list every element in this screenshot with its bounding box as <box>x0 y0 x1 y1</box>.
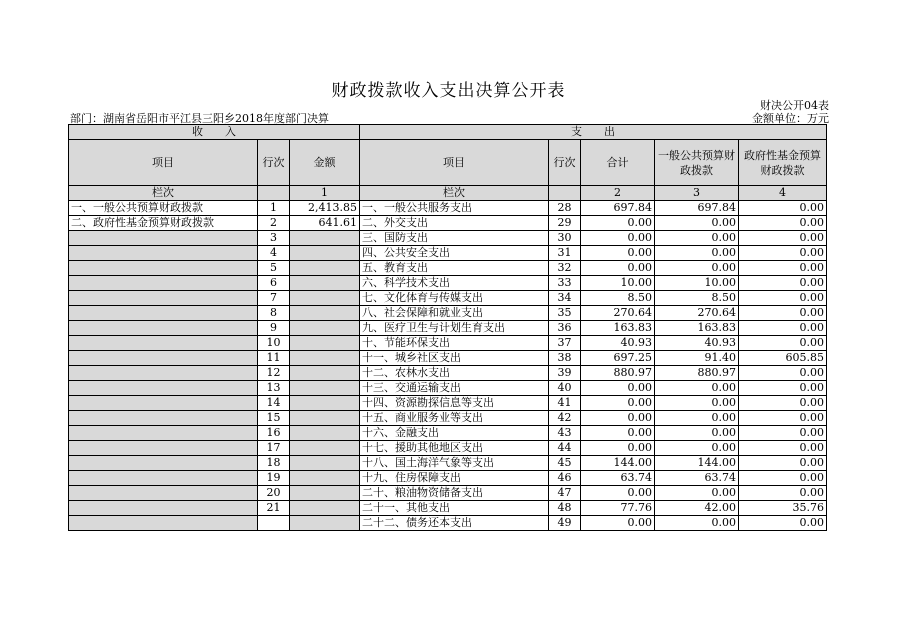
income-row-no-cell: 9 <box>258 321 290 336</box>
expense-item-cell: 三、国防支出 <box>360 231 549 246</box>
expense-row-no-cell: 46 <box>549 471 581 486</box>
income-row-no-cell: 3 <box>258 231 290 246</box>
general-budget-cell: 0.00 <box>655 216 739 231</box>
expense-item-cell: 五、教育支出 <box>360 261 549 276</box>
fund-budget-cell: 605.85 <box>739 351 827 366</box>
table-row <box>69 486 827 501</box>
income-item-cell <box>69 396 258 411</box>
income-row-no-cell: 13 <box>258 381 290 396</box>
income-section-header: 收 入 <box>69 125 360 140</box>
income-amount-cell <box>290 291 360 306</box>
income-row-no-cell: 5 <box>258 261 290 276</box>
income-amount-cell <box>290 456 360 471</box>
income-row-no-cell: 1 <box>258 201 290 216</box>
expense-item-cell: 十三、交通运输支出 <box>360 381 549 396</box>
lanci-amount: 1 <box>290 186 360 201</box>
expense-item-cell: 十八、国土海洋气象等支出 <box>360 456 549 471</box>
income-item-cell: 二、政府性基金预算财政拨款 <box>69 216 258 231</box>
expense-row-no-cell: 48 <box>549 501 581 516</box>
income-amount-cell <box>290 426 360 441</box>
total-cell: 0.00 <box>581 381 655 396</box>
income-row-no-cell: 14 <box>258 396 290 411</box>
fund-budget-cell: 0.00 <box>739 456 827 471</box>
expense-item-cell: 十七、援助其他地区支出 <box>360 441 549 456</box>
income-row-no-cell: 20 <box>258 486 290 501</box>
income-amount-cell: 2,413.85 <box>290 201 360 216</box>
fund-budget-cell: 0.00 <box>739 426 827 441</box>
expense-item-cell: 十六、金融支出 <box>360 426 549 441</box>
table-row <box>69 231 827 246</box>
total-cell: 0.00 <box>581 231 655 246</box>
department-label: 部门：湖南省岳阳市平江县三阳乡2018年度部门决算 <box>70 112 329 125</box>
table-row <box>69 246 827 261</box>
fund-budget-cell: 0.00 <box>739 516 827 531</box>
table-row <box>69 201 827 216</box>
income-amount-cell <box>290 231 360 246</box>
expense-row-no-cell: 42 <box>549 411 581 426</box>
income-item-cell <box>69 426 258 441</box>
expense-row-no-cell: 38 <box>549 351 581 366</box>
total-cell: 0.00 <box>581 216 655 231</box>
income-amount-cell: 641.61 <box>290 216 360 231</box>
lanci-label: 栏次 <box>69 186 258 201</box>
income-amount-cell <box>290 261 360 276</box>
total-cell: 63.74 <box>581 471 655 486</box>
fund-budget-cell: 0.00 <box>739 366 827 381</box>
total-cell: 77.76 <box>581 501 655 516</box>
total-cell: 697.84 <box>581 201 655 216</box>
fund-budget-cell: 0.00 <box>739 246 827 261</box>
general-budget-cell: 880.97 <box>655 366 739 381</box>
table-row <box>69 381 827 396</box>
general-budget-cell: 63.74 <box>655 471 739 486</box>
income-item-cell <box>69 471 258 486</box>
total-cell: 0.00 <box>581 411 655 426</box>
general-budget-cell: 0.00 <box>655 516 739 531</box>
total-header: 合计 <box>581 140 655 186</box>
income-amount-cell <box>290 516 360 531</box>
table-row <box>69 216 827 231</box>
fund-budget-cell: 0.00 <box>739 261 827 276</box>
total-cell: 0.00 <box>581 261 655 276</box>
expense-row-no-header: 行次 <box>549 140 581 186</box>
general-budget-cell: 0.00 <box>655 396 739 411</box>
expense-row-no-cell: 28 <box>549 201 581 216</box>
expense-item-cell: 十二、农林水支出 <box>360 366 549 381</box>
fund-budget-cell: 0.00 <box>739 321 827 336</box>
column-header-row <box>69 140 827 186</box>
lanci-empty <box>258 186 290 201</box>
general-budget-cell: 0.00 <box>655 381 739 396</box>
income-amount-cell <box>290 306 360 321</box>
expense-item-cell: 四、公共安全支出 <box>360 246 549 261</box>
expense-item-cell: 七、文化体育与传媒支出 <box>360 291 549 306</box>
income-amount-cell <box>290 471 360 486</box>
income-row-no-cell: 17 <box>258 441 290 456</box>
general-budget-cell: 0.00 <box>655 486 739 501</box>
general-budget-cell: 0.00 <box>655 426 739 441</box>
lanci-fund: 4 <box>739 186 827 201</box>
income-amount-cell <box>290 381 360 396</box>
general-budget-cell: 0.00 <box>655 261 739 276</box>
expense-row-no-cell: 29 <box>549 216 581 231</box>
income-item-cell <box>69 291 258 306</box>
fund-budget-cell: 0.00 <box>739 216 827 231</box>
income-item-cell <box>69 306 258 321</box>
income-amount-cell <box>290 276 360 291</box>
total-cell: 0.00 <box>581 246 655 261</box>
fund-budget-cell: 0.00 <box>739 411 827 426</box>
fund-budget-cell: 0.00 <box>739 291 827 306</box>
income-item-cell <box>69 501 258 516</box>
general-budget-cell: 91.40 <box>655 351 739 366</box>
income-item-cell <box>69 411 258 426</box>
fund-budget-cell: 35.76 <box>739 501 827 516</box>
general-budget-cell: 8.50 <box>655 291 739 306</box>
expense-row-no-cell: 43 <box>549 426 581 441</box>
income-row-no-cell: 19 <box>258 471 290 486</box>
general-budget-cell: 697.84 <box>655 201 739 216</box>
income-row-no-cell: 10 <box>258 336 290 351</box>
income-row-no-cell: 12 <box>258 366 290 381</box>
budget-table <box>68 124 827 531</box>
general-budget-cell: 163.83 <box>655 321 739 336</box>
income-item-cell <box>69 276 258 291</box>
expense-item-cell: 十、节能环保支出 <box>360 336 549 351</box>
general-budget-cell: 144.00 <box>655 456 739 471</box>
general-budget-cell: 0.00 <box>655 246 739 261</box>
income-row-no-cell: 4 <box>258 246 290 261</box>
general-budget-cell: 270.64 <box>655 306 739 321</box>
expense-row-no-cell: 39 <box>549 366 581 381</box>
income-amount-cell <box>290 396 360 411</box>
expense-row-no-cell: 34 <box>549 291 581 306</box>
fund-budget-cell: 0.00 <box>739 306 827 321</box>
income-item-cell <box>69 366 258 381</box>
total-cell: 0.00 <box>581 426 655 441</box>
expense-row-no-cell: 37 <box>549 336 581 351</box>
expense-row-no-cell: 41 <box>549 396 581 411</box>
expense-row-no-cell: 31 <box>549 246 581 261</box>
lanci-exp-label: 栏次 <box>360 186 549 201</box>
fund-budget-cell: 0.00 <box>739 396 827 411</box>
income-row-no-cell: 8 <box>258 306 290 321</box>
expense-row-no-cell: 45 <box>549 456 581 471</box>
total-cell: 0.00 <box>581 516 655 531</box>
income-item-cell <box>69 246 258 261</box>
income-item-cell <box>69 351 258 366</box>
income-row-no-cell: 16 <box>258 426 290 441</box>
fund-budget-cell: 0.00 <box>739 471 827 486</box>
table-row <box>69 351 827 366</box>
column-number-row <box>69 186 827 201</box>
expense-item-cell: 八、社会保障和就业支出 <box>360 306 549 321</box>
general-budget-cell: 0.00 <box>655 231 739 246</box>
expense-row-no-cell: 40 <box>549 381 581 396</box>
income-row-no-cell <box>258 516 290 531</box>
expense-item-cell: 二十一、其他支出 <box>360 501 549 516</box>
general-budget-cell: 42.00 <box>655 501 739 516</box>
income-item-cell <box>69 231 258 246</box>
general-budget-cell: 10.00 <box>655 276 739 291</box>
page-title: 财政拨款收入支出决算公开表 <box>331 81 566 101</box>
expense-item-header: 项目 <box>360 140 549 186</box>
expense-item-cell: 九、医疗卫生与计划生育支出 <box>360 321 549 336</box>
table-row <box>69 456 827 471</box>
income-amount-cell <box>290 411 360 426</box>
amount-unit-label: 金额单位：万元 <box>752 112 829 125</box>
general-budget-header: 一般公共预算财政拨款 <box>655 140 739 186</box>
table-row <box>69 261 827 276</box>
lanci-exp-empty <box>549 186 581 201</box>
income-item-cell <box>69 321 258 336</box>
income-amount-cell <box>290 366 360 381</box>
expense-row-no-cell: 44 <box>549 441 581 456</box>
general-budget-cell: 40.93 <box>655 336 739 351</box>
expense-row-no-cell: 49 <box>549 516 581 531</box>
lanci-total: 2 <box>581 186 655 201</box>
table-row <box>69 471 827 486</box>
table-row <box>69 411 827 426</box>
section-header-row <box>69 125 827 140</box>
income-item-cell <box>69 381 258 396</box>
fund-budget-cell: 0.00 <box>739 381 827 396</box>
income-item-cell: 一、一般公共预算财政拨款 <box>69 201 258 216</box>
expense-item-cell: 一、一般公共服务支出 <box>360 201 549 216</box>
income-amount-cell <box>290 441 360 456</box>
income-row-no-header: 行次 <box>258 140 290 186</box>
fund-budget-cell: 0.00 <box>739 231 827 246</box>
total-cell: 40.93 <box>581 336 655 351</box>
income-amount-cell <box>290 321 360 336</box>
table-row <box>69 516 827 531</box>
table-row <box>69 276 827 291</box>
total-cell: 8.50 <box>581 291 655 306</box>
table-row <box>69 396 827 411</box>
expense-item-cell: 六、科学技术支出 <box>360 276 549 291</box>
fund-budget-cell: 0.00 <box>739 276 827 291</box>
expense-section-header: 支 出 <box>360 125 827 140</box>
expense-item-cell: 十五、商业服务业等支出 <box>360 411 549 426</box>
income-amount-cell <box>290 486 360 501</box>
table-row <box>69 501 827 516</box>
total-cell: 163.83 <box>581 321 655 336</box>
income-row-no-cell: 7 <box>258 291 290 306</box>
total-cell: 697.25 <box>581 351 655 366</box>
fund-budget-cell: 0.00 <box>739 486 827 501</box>
table-row <box>69 441 827 456</box>
expense-row-no-cell: 32 <box>549 261 581 276</box>
expense-row-no-cell: 30 <box>549 231 581 246</box>
income-item-cell <box>69 336 258 351</box>
table-row <box>69 291 827 306</box>
fund-budget-header: 政府性基金预算财政拨款 <box>739 140 827 186</box>
income-amount-cell <box>290 501 360 516</box>
income-item-cell <box>69 441 258 456</box>
table-row <box>69 426 827 441</box>
total-cell: 880.97 <box>581 366 655 381</box>
income-item-header: 项目 <box>69 140 258 186</box>
expense-item-cell: 十九、住房保障支出 <box>360 471 549 486</box>
expense-item-cell: 十一、城乡社区支出 <box>360 351 549 366</box>
general-budget-cell: 0.00 <box>655 441 739 456</box>
table-row <box>69 366 827 381</box>
table-row <box>69 321 827 336</box>
income-item-cell <box>69 516 258 531</box>
total-cell: 10.00 <box>581 276 655 291</box>
income-item-cell <box>69 261 258 276</box>
table-row <box>69 306 827 321</box>
income-amount-cell <box>290 246 360 261</box>
expense-item-cell: 二、外交支出 <box>360 216 549 231</box>
income-row-no-cell: 2 <box>258 216 290 231</box>
general-budget-cell: 0.00 <box>655 411 739 426</box>
income-amount-header: 金额 <box>290 140 360 186</box>
total-cell: 0.00 <box>581 396 655 411</box>
income-row-no-cell: 18 <box>258 456 290 471</box>
table-row <box>69 336 827 351</box>
expense-row-no-cell: 36 <box>549 321 581 336</box>
income-row-no-cell: 11 <box>258 351 290 366</box>
fund-budget-cell: 0.00 <box>739 441 827 456</box>
total-cell: 0.00 <box>581 441 655 456</box>
expense-item-cell: 二十、粮油物资储备支出 <box>360 486 549 501</box>
expense-row-no-cell: 35 <box>549 306 581 321</box>
expense-row-no-cell: 47 <box>549 486 581 501</box>
form-code: 财决公开04表 <box>760 99 829 112</box>
total-cell: 0.00 <box>581 486 655 501</box>
income-item-cell <box>69 456 258 471</box>
expense-item-cell: 十四、资源勘探信息等支出 <box>360 396 549 411</box>
fund-budget-cell: 0.00 <box>739 201 827 216</box>
income-amount-cell <box>290 351 360 366</box>
expense-row-no-cell: 33 <box>549 276 581 291</box>
income-row-no-cell: 21 <box>258 501 290 516</box>
income-row-no-cell: 6 <box>258 276 290 291</box>
total-cell: 270.64 <box>581 306 655 321</box>
lanci-general: 3 <box>655 186 739 201</box>
income-row-no-cell: 15 <box>258 411 290 426</box>
income-item-cell <box>69 486 258 501</box>
expense-item-cell: 二十二、债务还本支出 <box>360 516 549 531</box>
income-amount-cell <box>290 336 360 351</box>
fund-budget-cell: 0.00 <box>739 336 827 351</box>
total-cell: 144.00 <box>581 456 655 471</box>
